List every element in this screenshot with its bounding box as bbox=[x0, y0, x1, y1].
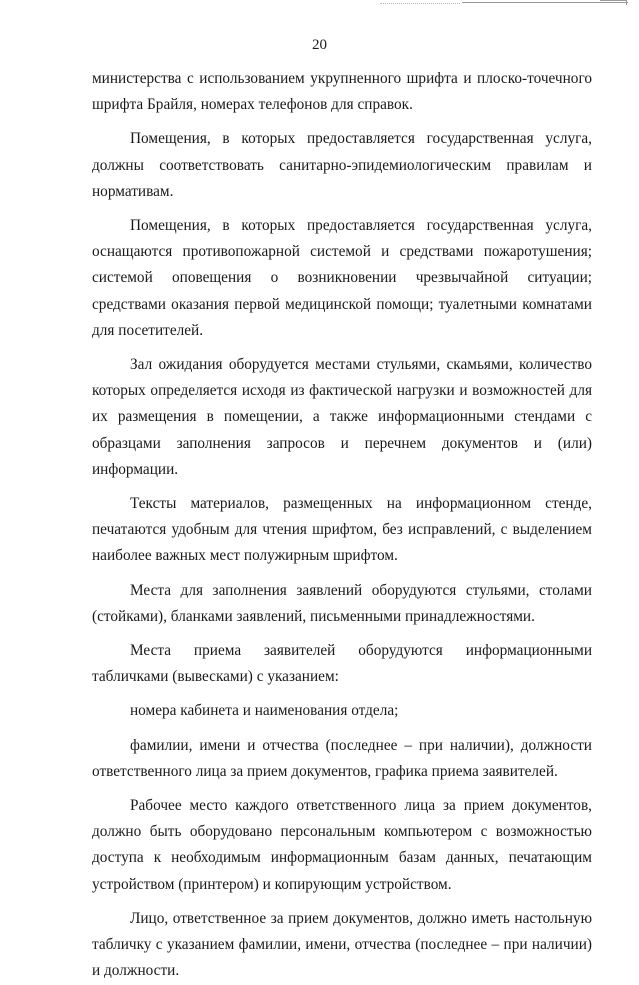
top-scan-mark bbox=[380, 0, 460, 4]
paragraph: Помещения, в которых предоставляется государственная услуга, должны соответствовать санитарно-эпидемиологическим правилам и нормативам. bbox=[92, 130, 592, 200]
top-corner-mark bbox=[600, 0, 627, 5]
paragraph: фамилии, имени и отчества (последнее – при наличии), должности ответственного лица за прием документов, графика приема заявителей. bbox=[92, 736, 592, 780]
paragraph: номера кабинета и наименования отдела; bbox=[130, 702, 399, 720]
page-number: 20 bbox=[312, 37, 327, 53]
paragraph: Тексты материалов, размещенных на информационном стенде, печатаются удобным для чтения шрифтом, без исправлений, с выделением наиболее важных мест полужирным шрифтом. bbox=[92, 495, 592, 565]
paragraph: Помещения, в которых предоставляется государственная услуга, оснащаются противопожарной системой и средствами пожаротушения; системой оповещения о возникновении чрезвычайной ситуации; средствами оказания первой медицинской помощи; туалетными комнатами для посетителей. bbox=[92, 217, 592, 339]
paragraph: Лицо, ответственное за прием документов, должно иметь настольную табличку с указанием фамилии, имени, отчества (последнее – при наличии) и должности. bbox=[92, 909, 592, 980]
paragraph: Места для заполнения заявлений оборудуются стульями, столами (стойками), бланками заявлений, письменными принадлежностями. bbox=[92, 581, 592, 625]
paragraph: Зал ожидания оборудуется местами стульями, скамьями, количество которых определяется исходя из фактической нагрузки и возможностей для их размещения в помещении, а также информационными стендами с образцами заполнения запросов и перечнем документов и (или) информации. bbox=[92, 356, 592, 478]
paragraph: Рабочее место каждого ответственного лица за прием документов, должно быть оборудовано персональным компьютером с возможностью доступа к необходимым информационным базам данных, печатающим устройством (принтером) и копирующим устройством. bbox=[92, 797, 592, 893]
document-body bbox=[92, 66, 592, 985]
paragraph: Места приема заявителей оборудуются информационными табличками (вывесками) с указанием: bbox=[92, 642, 592, 686]
paragraph: министерства с использованием укрупненного шрифта и плоско-точечного шрифта Брайля, номерах телефонов для справок. bbox=[92, 70, 592, 114]
